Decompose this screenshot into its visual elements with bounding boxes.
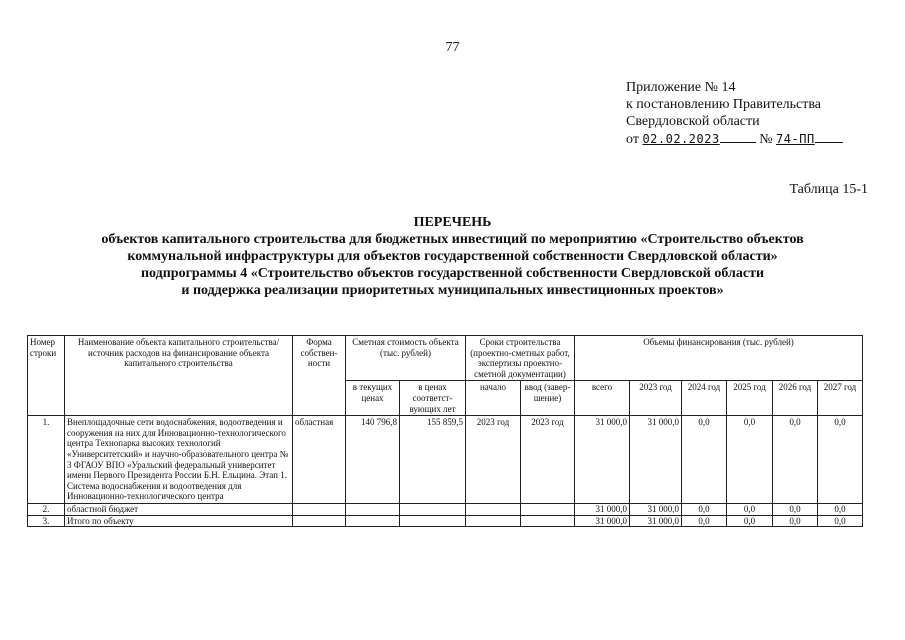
amount-2026: 0,0 — [773, 416, 818, 504]
header-total: всего — [575, 381, 630, 416]
amount-2026: 0,0 — [773, 515, 818, 527]
header-2026: 2026 год — [773, 381, 818, 416]
appendix-resolution: к постановлению Правительства — [626, 97, 822, 112]
document-title — [0, 214, 905, 299]
title-line-4: и поддержка реализации приоритетных муниципальных инвестиционных проектов» — [181, 283, 724, 298]
table-row — [28, 503, 863, 515]
amount-2023: 31 000,0 — [630, 416, 682, 504]
header-row-1 — [28, 336, 863, 381]
ownership — [293, 503, 346, 515]
term-end: 2023 год — [521, 416, 575, 504]
header-2027: 2027 год — [818, 381, 863, 416]
header-ownership: Форма собствен-ности — [293, 336, 346, 416]
ownership: областная — [293, 416, 346, 504]
cost-year-prices — [400, 515, 466, 527]
cost-current — [346, 515, 400, 527]
cost-current: 140 796,8 — [346, 416, 400, 504]
total: 31 000,0 — [575, 503, 630, 515]
table-label: Таблица 15-1 — [789, 182, 868, 197]
object-name: Внеплощадочные сети водоснабжения, водоотведения и сооружения на них для Инновационно-технологического центра Технопарка высоких технологий «Университетский» и научно-образовательного центра № 3 ФГАОУ ВПО «Уральский федеральный университет имени Первого Президента России Б.Н. Ельцина. Этап 1. Система водоснабжения и водоотведения для Инновационно-технологического центра — [65, 416, 293, 504]
cost-current — [346, 503, 400, 515]
header-object-name: Наименование объекта капитального строительства/ источник расходов на финансирование объекта капитального строительства — [65, 336, 293, 416]
term-start — [466, 503, 521, 515]
title-line-2: коммунальной инфраструктуры для объектов государственной собственности Свердловской области» — [127, 249, 778, 264]
table-row — [28, 515, 863, 527]
amount-2024: 0,0 — [682, 416, 727, 504]
amount-2025: 0,0 — [727, 503, 773, 515]
object-name: Итого по объекту — [65, 515, 293, 527]
amount-2023: 31 000,0 — [630, 503, 682, 515]
row-number: 3. — [28, 515, 65, 527]
header-cost-year-prices: в ценах соответст-вующих лет — [400, 381, 466, 416]
cost-year-prices: 155 859,5 — [400, 416, 466, 504]
amount-2023: 31 000,0 — [630, 515, 682, 527]
title-line-3: подпрограммы 4 «Строительство объектов государственной собственности Свердловской области — [140, 266, 765, 281]
amount-2026: 0,0 — [773, 503, 818, 515]
header-term-end: ввод (завер-шение) — [521, 381, 575, 416]
appendix-region: Свердловской области — [626, 114, 760, 129]
table-row — [28, 416, 863, 504]
row-number: 1. — [28, 416, 65, 504]
amount-2027: 0,0 — [818, 503, 863, 515]
term-end — [521, 515, 575, 527]
resolution-date: 02.02.2023 — [642, 132, 720, 146]
number-underline — [815, 130, 843, 143]
title-heading: ПЕРЕЧЕНЬ — [413, 215, 492, 230]
amount-2025: 0,0 — [727, 416, 773, 504]
header-cost: Сметная стоимость объекта (тыс. рублей) — [346, 336, 466, 381]
header-terms: Сроки строительства (проектно-сметных работ, экспертизы проектно-сметной документации) — [466, 336, 575, 381]
header-2025: 2025 год — [727, 381, 773, 416]
term-end — [521, 503, 575, 515]
header-row-number: Номер строки — [28, 336, 65, 416]
amount-2024: 0,0 — [682, 515, 727, 527]
investment-table — [27, 335, 863, 527]
header-2023: 2023 год — [630, 381, 682, 416]
number-prefix: № — [759, 132, 773, 147]
term-start: 2023 год — [466, 416, 521, 504]
date-prefix: от — [626, 132, 639, 147]
term-start — [466, 515, 521, 527]
cost-year-prices — [400, 503, 466, 515]
row-number: 2. — [28, 503, 65, 515]
appendix-date-line — [626, 130, 843, 148]
object-name: областной бюджет — [65, 503, 293, 515]
resolution-number: 74-ПП — [776, 132, 815, 146]
header-cost-current: в текущих ценах — [346, 381, 400, 416]
appendix-block — [626, 79, 843, 148]
amount-2024: 0,0 — [682, 503, 727, 515]
total: 31 000,0 — [575, 515, 630, 527]
header-2024: 2024 год — [682, 381, 727, 416]
title-line-1: объектов капитального строительства для бюджетных инвестиций по мероприятию «Строительство объектов — [101, 232, 804, 247]
amount-2027: 0,0 — [818, 515, 863, 527]
total: 31 000,0 — [575, 416, 630, 504]
header-term-start: начало — [466, 381, 521, 416]
appendix-title: Приложение № 14 — [626, 80, 736, 95]
date-underline — [720, 130, 756, 143]
amount-2025: 0,0 — [727, 515, 773, 527]
page-number: 77 — [445, 40, 460, 55]
ownership — [293, 515, 346, 527]
header-financing: Объемы финансирования (тыс. рублей) — [575, 336, 863, 381]
amount-2027: 0,0 — [818, 416, 863, 504]
